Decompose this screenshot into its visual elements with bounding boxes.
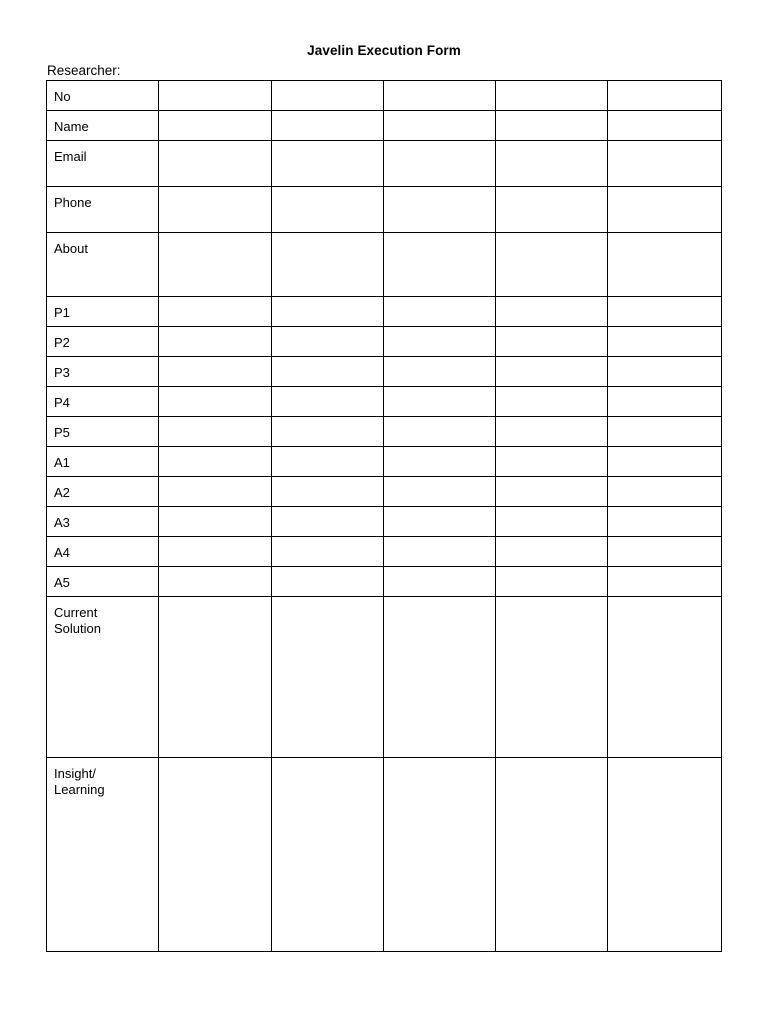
entry-cell — [384, 477, 496, 507]
entry-cell — [384, 507, 496, 537]
entry-cell — [159, 387, 272, 417]
form-row — [47, 141, 722, 187]
entry-cell — [384, 141, 496, 187]
entry-cell — [272, 327, 384, 357]
form-row — [47, 327, 722, 357]
row-label: P4 — [54, 395, 70, 410]
entry-cell — [608, 477, 722, 507]
entry-cell — [496, 387, 608, 417]
entry-cell — [272, 233, 384, 297]
entry-cell — [159, 477, 272, 507]
form-row — [47, 597, 722, 758]
row-label-cell — [47, 567, 159, 597]
form-row — [47, 357, 722, 387]
entry-cell — [496, 81, 608, 111]
page-title: Javelin Execution Form — [307, 43, 461, 58]
entry-cell — [496, 507, 608, 537]
entry-cell — [496, 357, 608, 387]
entry-cell — [159, 447, 272, 477]
entry-cell — [384, 357, 496, 387]
execution-form-table — [46, 80, 722, 952]
row-label-cell — [47, 417, 159, 447]
entry-cell — [384, 537, 496, 567]
entry-cell — [159, 537, 272, 567]
row-label-cell — [47, 387, 159, 417]
entry-cell — [272, 477, 384, 507]
entry-cell — [608, 597, 722, 758]
row-label: P3 — [54, 365, 70, 380]
entry-cell — [608, 447, 722, 477]
entry-cell — [272, 567, 384, 597]
entry-cell — [496, 111, 608, 141]
entry-cell — [496, 141, 608, 187]
entry-cell — [496, 327, 608, 357]
entry-cell — [384, 233, 496, 297]
entry-cell — [384, 297, 496, 327]
entry-cell — [496, 477, 608, 507]
row-label-cell — [47, 597, 159, 758]
row-label-cell — [47, 297, 159, 327]
entry-cell — [384, 387, 496, 417]
entry-cell — [496, 758, 608, 952]
entry-cell — [384, 597, 496, 758]
row-label-cell — [47, 81, 159, 111]
row-label: Insight/ Learning — [54, 766, 105, 797]
entry-cell — [384, 567, 496, 597]
form-row — [47, 111, 722, 141]
entry-cell — [384, 417, 496, 447]
form-row — [47, 477, 722, 507]
row-label: A1 — [54, 455, 70, 470]
row-label: Email — [54, 149, 87, 164]
row-label: A3 — [54, 515, 70, 530]
entry-cell — [384, 758, 496, 952]
form-row — [47, 567, 722, 597]
entry-cell — [159, 417, 272, 447]
entry-cell — [384, 447, 496, 477]
entry-cell — [159, 758, 272, 952]
row-label: Phone — [54, 195, 92, 210]
row-label-cell — [47, 111, 159, 141]
row-label: No — [54, 89, 71, 104]
entry-cell — [608, 387, 722, 417]
entry-cell — [272, 81, 384, 111]
entry-cell — [272, 507, 384, 537]
entry-cell — [272, 357, 384, 387]
entry-cell — [496, 297, 608, 327]
entry-cell — [608, 111, 722, 141]
row-label: P2 — [54, 335, 70, 350]
entry-cell — [496, 537, 608, 567]
entry-cell — [496, 597, 608, 758]
row-label-cell — [47, 357, 159, 387]
form-row — [47, 758, 722, 952]
entry-cell — [272, 297, 384, 327]
entry-cell — [272, 597, 384, 758]
row-label: P1 — [54, 305, 70, 320]
form-row — [47, 507, 722, 537]
entry-cell — [272, 417, 384, 447]
entry-cell — [608, 507, 722, 537]
entry-cell — [272, 111, 384, 141]
entry-cell — [608, 187, 722, 233]
entry-cell — [159, 507, 272, 537]
row-label: A2 — [54, 485, 70, 500]
entry-cell — [159, 111, 272, 141]
entry-cell — [272, 447, 384, 477]
form-row — [47, 417, 722, 447]
form-row — [47, 81, 722, 111]
entry-cell — [272, 537, 384, 567]
entry-cell — [159, 327, 272, 357]
row-label-cell — [47, 477, 159, 507]
row-label-cell — [47, 537, 159, 567]
row-label-cell — [47, 233, 159, 297]
entry-cell — [159, 141, 272, 187]
row-label-cell — [47, 507, 159, 537]
row-label: A4 — [54, 545, 70, 560]
row-label: A5 — [54, 575, 70, 590]
row-label: P5 — [54, 425, 70, 440]
entry-cell — [272, 387, 384, 417]
row-label-cell — [47, 187, 159, 233]
entry-cell — [496, 567, 608, 597]
form-row — [47, 387, 722, 417]
entry-cell — [272, 758, 384, 952]
entry-cell — [608, 327, 722, 357]
entry-cell — [159, 81, 272, 111]
row-label: About — [54, 241, 88, 256]
entry-cell — [384, 81, 496, 111]
form-row — [47, 447, 722, 477]
form-row — [47, 187, 722, 233]
row-label-cell — [47, 447, 159, 477]
researcher-label: Researcher: — [47, 63, 121, 78]
row-label: Name — [54, 119, 89, 134]
form-row — [47, 537, 722, 567]
entry-cell — [159, 233, 272, 297]
entry-cell — [496, 233, 608, 297]
entry-cell — [272, 187, 384, 233]
entry-cell — [608, 567, 722, 597]
entry-cell — [608, 537, 722, 567]
entry-cell — [159, 297, 272, 327]
entry-cell — [272, 141, 384, 187]
entry-cell — [384, 327, 496, 357]
row-label: Current Solution — [54, 605, 101, 636]
entry-cell — [608, 141, 722, 187]
row-label-cell — [47, 327, 159, 357]
row-label-cell — [47, 141, 159, 187]
entry-cell — [496, 187, 608, 233]
entry-cell — [608, 357, 722, 387]
entry-cell — [496, 417, 608, 447]
entry-cell — [159, 357, 272, 387]
entry-cell — [159, 567, 272, 597]
entry-cell — [608, 297, 722, 327]
entry-cell — [496, 447, 608, 477]
row-label-cell — [47, 758, 159, 952]
form-table-body — [47, 81, 722, 952]
form-row — [47, 233, 722, 297]
entry-cell — [608, 81, 722, 111]
entry-cell — [159, 187, 272, 233]
form-row — [47, 297, 722, 327]
entry-cell — [159, 597, 272, 758]
entry-cell — [384, 187, 496, 233]
entry-cell — [608, 417, 722, 447]
entry-cell — [608, 233, 722, 297]
entry-cell — [384, 111, 496, 141]
entry-cell — [608, 758, 722, 952]
